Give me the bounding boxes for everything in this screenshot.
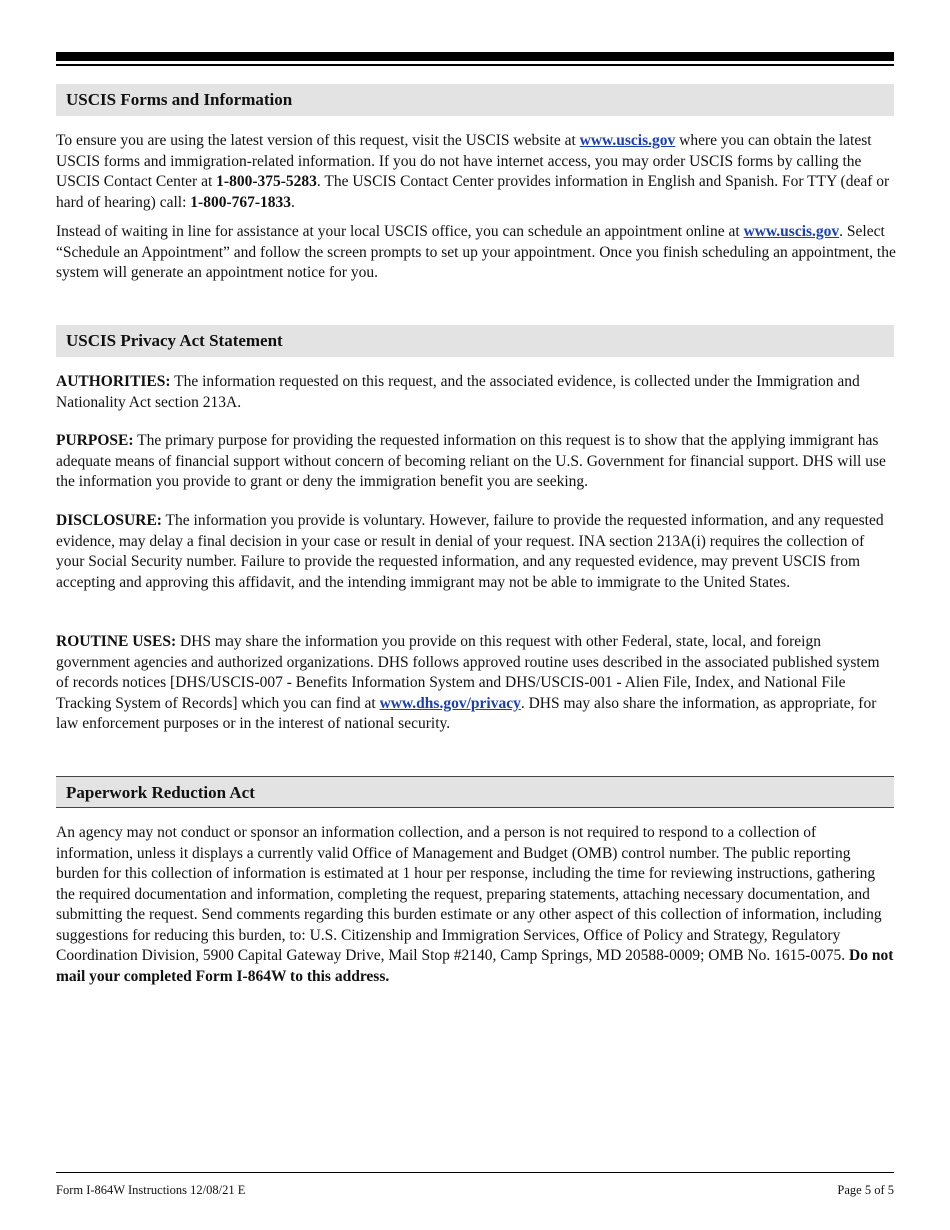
privacy-disclosure: DISCLOSURE: The information you provide is voluntary. However, failure to provide the requested information, and any requested evidence, may delay a final decision in your case or result in denial of your request. INA section 213A(i) requires the collection of your Social Security number. Failure to provide the requested information, and any requested evidence, may prevent USCIS from accepting and approving this affidavit, and the intending immigrant may not be able to immigrate to the United States. xyxy=(56,512,884,591)
top-rule-thin xyxy=(56,64,894,66)
section-header-privacy-act: USCIS Privacy Act Statement xyxy=(56,325,894,357)
forms-info-paragraph-2: Instead of waiting in line for assistance at your local USCIS office, you can schedule an appointment online at www.uscis.gov. Select “Schedule an Appointment” and follow the screen prompts to set up your appointment. Once you finish scheduling an appointment, the system will generate an appointment notice for you. xyxy=(56,223,896,281)
contact-center-phone: 1-800-375-5283 xyxy=(216,173,317,190)
uscis-website-link[interactable]: www.uscis.gov xyxy=(579,132,676,149)
footer-page-number: Page 5 of 5 xyxy=(837,1183,894,1197)
uscis-appointment-link[interactable]: www.uscis.gov xyxy=(743,223,840,240)
forms-info-paragraph-1: To ensure you are using the latest version of this request, visit the USCIS website at www.uscis.gov where you can obtain the latest USCIS forms and immigration-related information. If you do not have internet access, you may order USCIS forms by calling the USCIS Contact Center at 1-800-375-5283. The USCIS Contact Center provides information in English and Spanish. For TTY (deaf or hard of hearing) call: 1-800-767-1833. xyxy=(56,132,890,211)
top-rule-thick xyxy=(56,52,894,61)
footer-form-id: Form I-864W Instructions 12/08/21 E xyxy=(56,1183,246,1197)
tty-phone: 1-800-767-1833 xyxy=(190,193,292,211)
privacy-routine-uses: ROUTINE USES: DHS may share the information you provide on this request with other Federal, state, local, and foreign government agencies and authorized organizations. DHS follows approved routine uses described in the associated published system of records notices [DHS/USCIS-007 - Benefits Information System and DHS/USCIS-001 - Alien File, Index, and National File Tracking System of Records] which you can find at www.dhs.gov/privacy. DHS may also share the information, as appropriate, for law enforcement purposes or in the interest of national security. xyxy=(56,633,880,732)
footer-rule xyxy=(56,1172,894,1173)
section-header-forms-information: USCIS Forms and Information xyxy=(56,84,894,116)
privacy-authorities: AUTHORITIES: The information requested on this request, and the associated evidence, is collected under the Immigration and Nationality Act section 213A. xyxy=(56,373,860,411)
privacy-purpose: PURPOSE: The primary purpose for providing the requested information on this request is to show that the applying immigrant has adequate means of financial support without concern of becoming reliant on the U.S. Government for financial support. DHS will use the information you provide to grant or deny the immigration benefit you are seeking. xyxy=(56,432,886,490)
do-not-mail-notice: Do not mail your completed Form I-864W to this address. xyxy=(56,947,894,985)
paperwork-paragraph: An agency may not conduct or sponsor an information collection, and a person is not required to respond to a collection of information, unless it displays a currently valid Office of Management and Budget (OMB) control number. The public reporting burden for this collection of information is estimated at 1 hour per response, including the time for reviewing instructions, gathering the required documentation and information, completing the request, preparing statements, attaching necessary documentation, and submitting the request. Send comments regarding this burden estimate or any other aspect of this collection of information, including suggestions for reducing this burden, to: U.S. Citizenship and Immigration Services, Office of Policy and Strategy, Regulatory Coordination Division, 5900 Capital Gateway Drive, Mail Stop #2140, Camp Springs, MD 20588-0009; OMB No. 1615-0075. Do not mail your completed Form I-864W to this address. xyxy=(56,824,894,985)
section-header-paperwork-reduction: Paperwork Reduction Act xyxy=(56,776,894,808)
dhs-privacy-link[interactable]: www.dhs.gov/privacy xyxy=(379,694,521,712)
